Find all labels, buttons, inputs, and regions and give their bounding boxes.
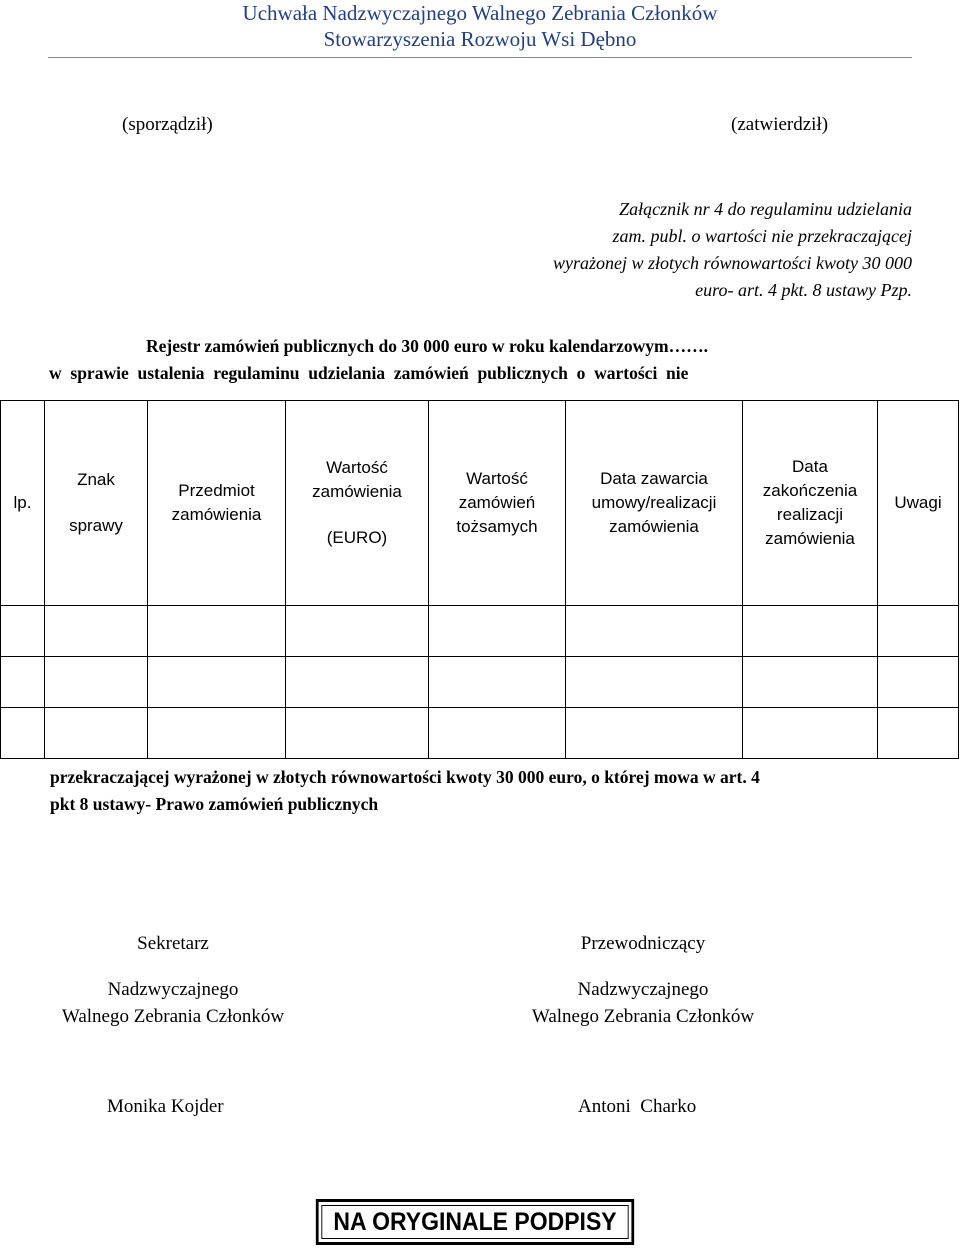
- col-header-completion-date: Data zakończenia realizacji zamówienia: [743, 401, 878, 606]
- table-cell[interactable]: [743, 657, 878, 708]
- table-cell[interactable]: [1, 657, 45, 708]
- chairman-org-line-1: Nadzwyczajnego: [577, 979, 709, 1000]
- approved-label: (zatwierdził): [731, 114, 829, 135]
- register-subtitle: w sprawie ustalenia regulaminu udzielania zamówień publicznych o wartości nie: [49, 363, 689, 383]
- chairman-org-line-2: Walnego Zebrania Członków: [531, 1006, 755, 1027]
- table-row: [1, 657, 959, 708]
- table-cell[interactable]: [743, 606, 878, 657]
- register-continuation-line-1: przekraczającej wyrażonej w złotych równowartości kwoty 30 000 euro, o której mowa w art. 4: [50, 767, 760, 787]
- register-title: Rejestr zamówień publicznych do 30 000 euro w roku kalendarzowym…….: [146, 336, 708, 356]
- secretary-org-line-2: Walnego Zebrania Członków: [61, 1006, 285, 1027]
- table-cell[interactable]: [429, 657, 566, 708]
- secretary-name: Monika Kojder: [107, 1096, 224, 1117]
- table-row: [1, 606, 959, 657]
- table-cell[interactable]: [148, 606, 286, 657]
- table-cell[interactable]: [148, 657, 286, 708]
- attachment-line-2: zam. publ. o wartości nie przekraczającej: [612, 226, 912, 246]
- document-title-line-2: Stowarzyszenia Rozwoju Wsi Dębno: [323, 27, 637, 51]
- attachment-line-3: wyrażonej w złotych równowartości kwoty 30 000: [553, 253, 912, 273]
- table-header-row: [1, 401, 959, 606]
- col-header-value-euro: Wartość zamówienia (EURO): [286, 401, 429, 606]
- stamp-text: NA ORYGINALE PODPISY: [333, 1207, 617, 1236]
- col-header-notes: Uwagi: [878, 401, 959, 606]
- register-table: [0, 400, 959, 759]
- signature-block-secretary: [8, 930, 338, 1030]
- table-cell[interactable]: [1, 708, 45, 759]
- col-header-lp: lp.: [1, 401, 45, 606]
- prepared-label: (sporządził): [122, 114, 213, 135]
- table-cell[interactable]: [45, 606, 148, 657]
- table-cell[interactable]: [286, 606, 429, 657]
- chairman-role: Przewodniczący: [580, 933, 706, 954]
- attachment-note: [412, 196, 912, 304]
- chairman-name: Antoni Charko: [578, 1096, 697, 1117]
- table-row: [1, 708, 959, 759]
- col-header-subject: Przedmiot zamówienia: [148, 401, 286, 606]
- signatures-on-original-stamp: [316, 1199, 634, 1245]
- signature-block-chairman: [478, 930, 808, 1030]
- table-cell[interactable]: [148, 708, 286, 759]
- table-cell[interactable]: [878, 606, 959, 657]
- col-header-identical-value: Wartość zamówień tożsamych: [429, 401, 566, 606]
- col-header-contract-date: Data zawarcia umowy/realizacji zamówienia: [566, 401, 743, 606]
- secretary-org-line-1: Nadzwyczajnego: [107, 979, 239, 1000]
- table-cell[interactable]: [566, 708, 743, 759]
- attachment-line-1: Załącznik nr 4 do regulaminu udzielania: [619, 199, 912, 219]
- table-cell[interactable]: [45, 657, 148, 708]
- table-cell[interactable]: [566, 657, 743, 708]
- table-cell[interactable]: [878, 708, 959, 759]
- table-cell[interactable]: [286, 657, 429, 708]
- table-cell[interactable]: [743, 708, 878, 759]
- document-title-line-1: Uchwała Nadzwyczajnego Walnego Zebrania Członków: [242, 1, 718, 25]
- table-cell[interactable]: [429, 606, 566, 657]
- table-cell[interactable]: [878, 657, 959, 708]
- table-cell[interactable]: [1, 606, 45, 657]
- register-continuation-line-2: pkt 8 ustawy- Prawo zamówień publicznych: [50, 794, 379, 814]
- table-cell[interactable]: [45, 708, 148, 759]
- col-header-case-number: Znak sprawy: [45, 401, 148, 606]
- table-cell[interactable]: [566, 606, 743, 657]
- header-divider: [48, 57, 912, 58]
- secretary-role: Sekretarz: [137, 933, 209, 954]
- table-cell[interactable]: [286, 708, 429, 759]
- attachment-line-4: euro- art. 4 pkt. 8 ustawy Pzp.: [695, 280, 912, 300]
- table-cell[interactable]: [429, 708, 566, 759]
